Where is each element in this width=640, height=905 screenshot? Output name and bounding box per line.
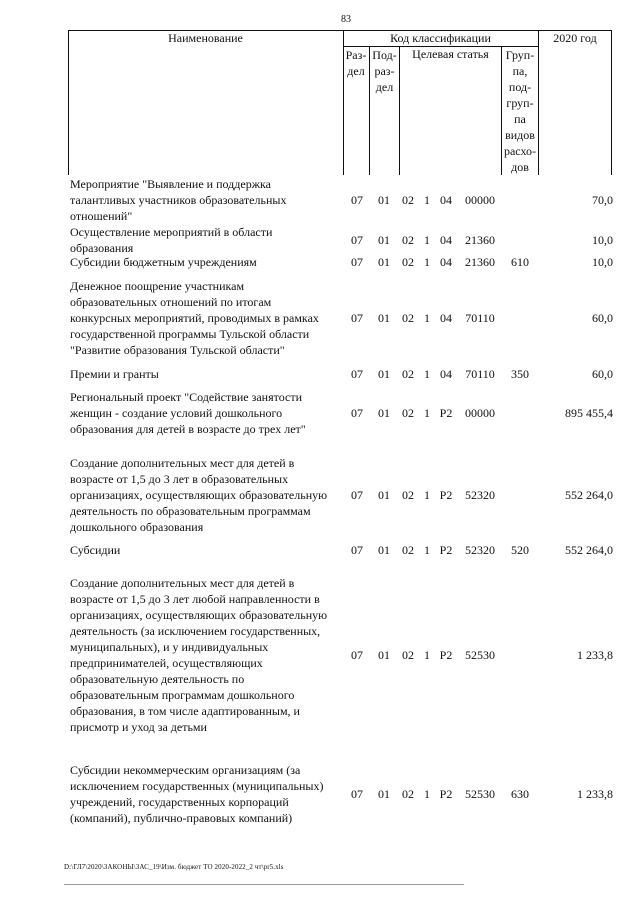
cell-amount: 1 233,8 [577,648,613,662]
cell-razdel: 07 [351,648,363,662]
cell-expense-type: 520 [511,543,529,557]
header-section: Раз- дел [345,48,367,78]
row-name: Осуществление мероприятий в области образования [70,225,273,255]
cell-subprogram: 1 [424,193,430,207]
table-row [0,254,640,270]
cell-program: 02 [402,488,414,502]
cell-razdel: 07 [351,543,363,557]
cell-amount: 10,0 [592,233,613,247]
header-group: Груп- па, под- груп- па видов расхо- дов [503,48,537,174]
header-divider-subsection [399,46,400,175]
cell-program: 02 [402,233,414,247]
row-name: Субсидии бюджетным учреждениям [70,255,257,269]
cell-subprogram: 1 [424,648,430,662]
table-row [0,389,640,437]
header-divider-group [538,30,539,175]
table-header [68,30,612,175]
table-row [0,366,640,382]
row-name: Премии и гранты [70,367,159,381]
cell-direction-code: 52320 [465,543,495,557]
cell-direction-code: 70110 [465,311,495,325]
cell-razdel: 07 [351,255,363,269]
cell-podrazdel: 01 [378,406,390,420]
cell-amount: 552 264,0 [565,488,613,502]
header-border-right [611,30,612,175]
cell-program: 02 [402,367,414,381]
header-year: 2020 год [553,31,597,45]
header-subsection: Под- раз- дел [372,48,397,94]
row-name: Субсидии [70,543,121,557]
cell-measure: P2 [439,488,453,502]
cell-measure: 04 [440,255,452,269]
cell-measure: 04 [440,311,452,325]
cell-razdel: 07 [351,311,363,325]
cell-podrazdel: 01 [378,255,390,269]
cell-amount: 895 455,4 [565,406,613,420]
cell-podrazdel: 01 [378,543,390,557]
cell-subprogram: 1 [424,406,430,420]
table-row [0,542,640,558]
cell-razdel: 07 [351,367,363,381]
cell-direction-code: 00000 [465,406,495,420]
cell-measure: P2 [439,648,453,662]
row-name: Субсидии некоммерческим организациям (за исключением государственных (муниципальных) учреждений, государственных корпораций (компаний), публично-правовых компаний) [70,763,324,825]
table-row [0,455,640,535]
cell-program: 02 [402,648,414,662]
cell-amount: 60,0 [592,367,613,381]
cell-subprogram: 1 [424,255,430,269]
cell-razdel: 07 [351,193,363,207]
cell-podrazdel: 01 [378,488,390,502]
cell-podrazdel: 01 [378,193,390,207]
cell-measure: 04 [440,233,452,247]
cell-direction-code: 21360 [465,255,495,269]
cell-subprogram: 1 [424,311,430,325]
cell-program: 02 [402,311,414,325]
table-row [0,575,640,735]
cell-podrazdel: 01 [378,648,390,662]
table-row [0,762,640,826]
header-target: Целевая статья [412,47,489,61]
row-name: Создание дополнительных мест для детей в возрасте от 1,5 до 3 лет любой направленности в организациях, осуществляющих образовательную деятельность (за исключением государственных, муниципальных), и у индивидуальных предпринимателей, осуществляющих образовательную деятельность по образовательным программам дошкольного образования, в том числе адаптированным, и присмотр и уход за детьми [70,576,328,734]
cell-program: 02 [402,543,414,557]
cell-razdel: 07 [351,787,363,801]
cell-subprogram: 1 [424,367,430,381]
cell-subprogram: 1 [424,787,430,801]
footer-rule [64,884,464,885]
cell-direction-code: 00000 [465,193,495,207]
cell-podrazdel: 01 [378,367,390,381]
cell-measure: P2 [439,543,453,557]
row-name: Создание дополнительных мест для детей в возрасте от 1,5 до 3 лет в образовательных организациях, осуществляющих образовательную деятельность по образовательным программам дошкольного образования [70,456,328,534]
cell-amount: 60,0 [592,311,613,325]
cell-amount: 1 233,8 [577,787,613,801]
file-path-footer: D:\ГЛ7\2020\ЗАКОНЫ\ЗАС_19\Изм. бюджет ТО 2020-2022_2 чт\pr5.xls [64,863,284,871]
cell-program: 02 [402,193,414,207]
cell-expense-type: 350 [511,367,529,381]
table-row [0,224,640,256]
row-name: Денежное поощрение участникам образовательных отношений по итогам конкурсных мероприятий, проводимых в рамках государственной программы Тульской области "Развитие образования Тульской области" [70,279,319,357]
cell-podrazdel: 01 [378,311,390,325]
header-name: Наименование [168,31,243,45]
cell-amount: 552 264,0 [565,543,613,557]
cell-direction-code: 70110 [465,367,495,381]
cell-podrazdel: 01 [378,233,390,247]
header-classification: Код классификации [390,31,491,45]
table-row [0,278,640,358]
cell-podrazdel: 01 [378,787,390,801]
cell-amount: 10,0 [592,255,613,269]
cell-measure: P2 [439,406,453,420]
cell-expense-type: 610 [511,255,529,269]
cell-measure: 04 [440,193,452,207]
cell-razdel: 07 [351,488,363,502]
cell-direction-code: 21360 [465,233,495,247]
cell-razdel: 07 [351,406,363,420]
cell-program: 02 [402,787,414,801]
row-name: Мероприятие "Выявление и поддержка талантливых участников образовательных отношений" [70,177,287,223]
row-name: Региональный проект "Содействие занятости женщин - создание условий дошкольного образования для детей в возрасте до трех лет" [70,390,306,436]
cell-program: 02 [402,406,414,420]
cell-measure: P2 [439,787,453,801]
cell-measure: 04 [440,367,452,381]
page-number: 83 [341,14,351,25]
header-border-left [68,30,69,175]
cell-direction-code: 52530 [465,648,495,662]
cell-direction-code: 52320 [465,488,495,502]
cell-direction-code: 52530 [465,787,495,801]
cell-amount: 70,0 [592,193,613,207]
cell-subprogram: 1 [424,543,430,557]
cell-subprogram: 1 [424,233,430,247]
cell-razdel: 07 [351,233,363,247]
cell-expense-type: 630 [511,787,529,801]
table-row [0,176,640,224]
cell-program: 02 [402,255,414,269]
cell-subprogram: 1 [424,488,430,502]
